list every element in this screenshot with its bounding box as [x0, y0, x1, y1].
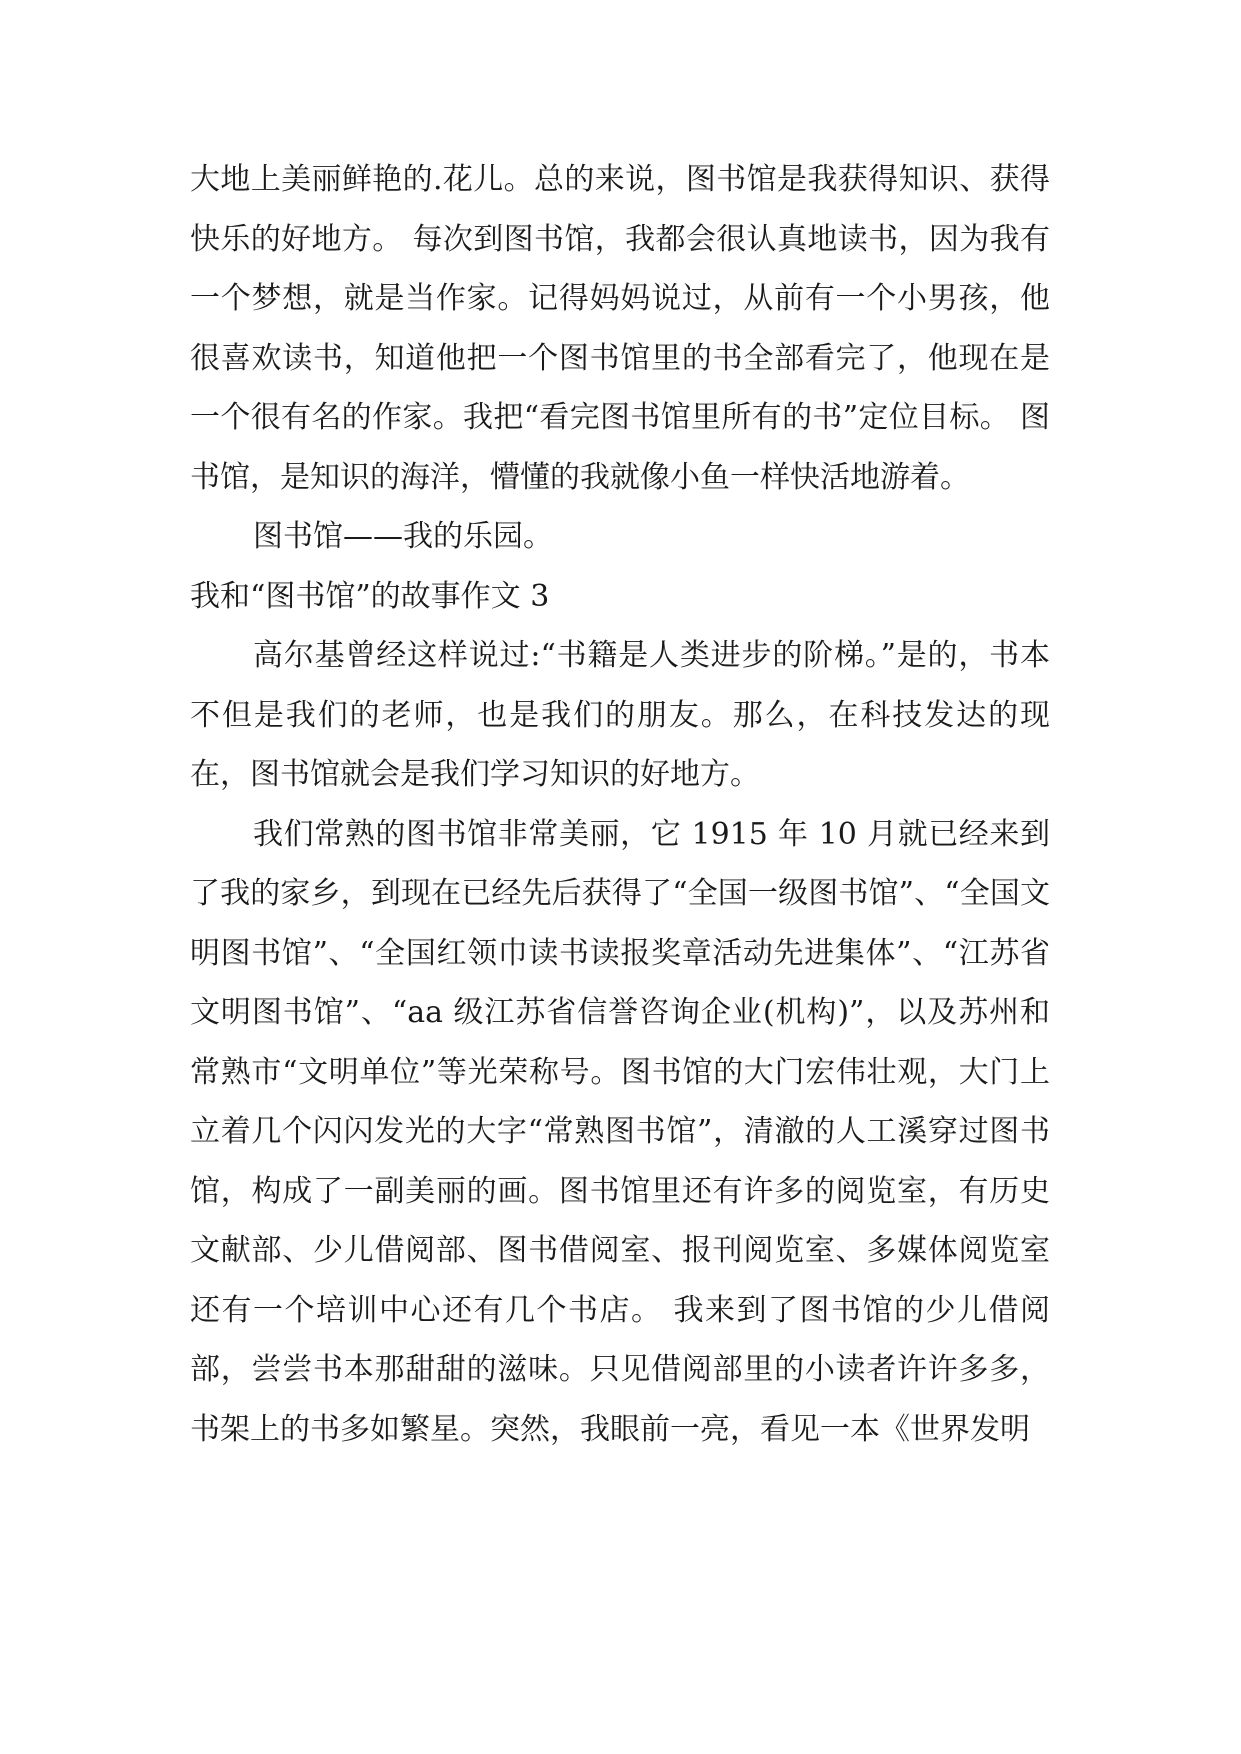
- document-page: [190, 150, 1050, 1459]
- section-title: 我和“图书馆”的故事作文 3: [190, 578, 550, 614]
- paragraph-1: 大地上美丽鲜艳的.花儿。总的来说，图书馆是我获得知识、获得快乐的好地方。 每次到图书馆，我都会很认真地读书，因为我有一个梦想，就是当作家。记得妈妈说过，从前有一个小男孩，他很喜欢读书，知道他把一个图书馆里的书全部看完了，他现在是一个很有名的作家。我把“看完图书馆里所有的书”定位目标。 图书馆，是知识的海洋，懵懂的我就像小鱼一样快活地游着。: [190, 162, 1050, 495]
- paragraph-3: 高尔基曾经这样说过:“书籍是人类进步的阶梯。”是的，书本不但是我们的老师，也是我们的朋友。那么，在科技发达的现在，图书馆就会是我们学习知识的好地方。: [190, 638, 1050, 792]
- paragraph-2: 图书馆——我的乐园。: [253, 519, 553, 554]
- paragraph-4: 我们常熟的图书馆非常美丽，它 1915 年 10 月就已经来到了我的家乡，到现在已经先后获得了“全国一级图书馆”、“全国文明图书馆”、“全国红领巾读书读报奖章活动先进集体”、“江苏省文明图书馆”、“aa 级江苏省信誉咨询企业(机构)”，以及苏州和常熟市“文明单位”等光荣称号。图书馆的大门宏伟壮观，大门上立着几个闪闪发光的大字“常熟图书馆”，清澈的人工溪穿过图书馆，构成了一副美丽的画。图书馆里还有许多的阅览室，有历史文献部、少儿借阅部、图书借阅室、报刊阅览室、多媒体阅览室还有一个培训中心还有几个书店。 我来到了图书馆的少儿借阅部，尝尝书本那甜甜的滋味。只见借阅部里的小读者许许多多，书架上的书多如繁星。突然，我眼前一亮，看见一本《世界发明: [190, 816, 1050, 1447]
